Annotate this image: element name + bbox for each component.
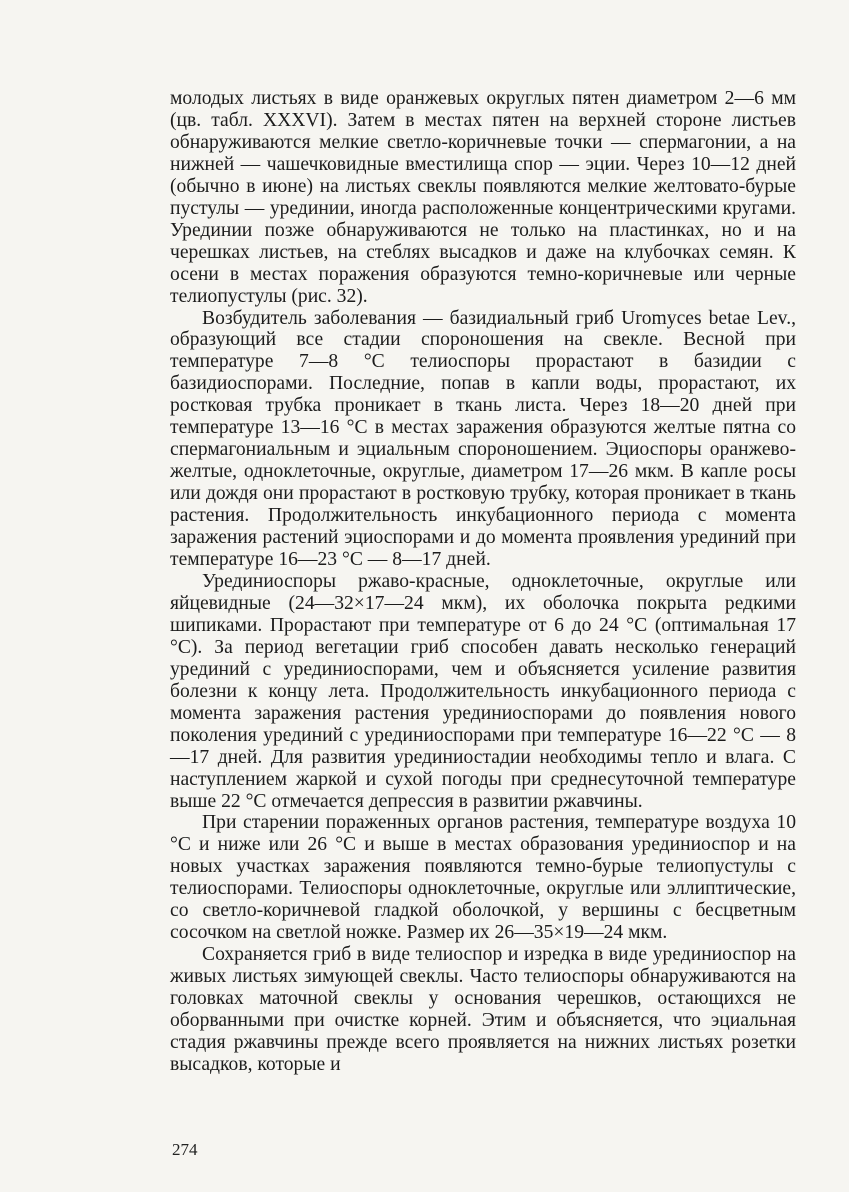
paragraph-pathogen: Возбудитель заболевания — базидиальный гриб Uromyces betae Lev., образующий все стадии спороношения на свекле. Весной при температуре 7—8 °С телиоспоры прорастают в базидии с базидиоспорами. Последние, попав в капли воды, прорастают, их ростковая трубка проникает в ткань листа. Через 18—20 дней при температуре 13—16 °С в местах заражения образуются желтые пятна со спермагониальным и эциальным спороношением. Эциоспоры оранжево-желтые, одноклеточные, округлые, диаметром 17—26 мкм. В капле росы или дождя они прорастают в ростковую трубку, которая проникает в ткань растения. Продолжительность инкубационного периода с момента заражения растений эциоспорами и до момента проявления урединий при температуре 16—23 °С — 8—17 дней. — [170, 307, 796, 571]
paragraph-urediniospores: Урединиоспоры ржаво-красные, одноклеточные, округлые или яйцевидные (24—32×17—24 мкм), их оболочка покрыта редкими шипиками. Прорастают при температуре от 6 до 24 °С (оптимальная 17 °С). За период вегетации гриб способен давать несколько генераций урединий с урединиоспорами, чем и объясняется усиление развития болезни к концу лета. Продолжительность инкубационного периода с момента заражения растения урединиоспорами до появления нового поколения урединий с урединиоспорами при температуре 16—22 °С — 8—17 дней. Для развития урединиостадии необходимы тепло и влага. С наступлением жаркой и сухой погоды при среднесуточной температуре выше 22 °С отмечается депрессия в развитии ржавчины. — [170, 570, 796, 812]
paragraph-overwintering: Сохраняется гриб в виде телиоспор и изредка в виде урединиоспор на живых листьях зимующей свеклы. Часто телиоспоры обнаруживаются на головках маточной свеклы у основания черешков, остающихся не оборванными при очистке корней. Этим и объясняется, что эциальная стадия ржавчины прежде всего проявляется на нижних листьях розетки высадков, которые и — [170, 944, 796, 1075]
paragraph-teliospores: При старении пораженных органов растения, температуре воздуха 10 °С и ниже или 26 °С и выше в местах образования урединиоспор и на новых участках заражения появляются темно-бурые телиопустулы с телиоспорами. Телиоспоры одноклеточные, округлые или эллиптические, со светло-коричневой гладкой оболочкой, у вершины с бесцветным сосочком на светлой ножке. Размер их 26—35×19—24 мкм. — [170, 812, 796, 944]
page-number: 274 — [172, 1140, 198, 1159]
body-text — [170, 88, 796, 1076]
paragraph-continued: молодых листьях в виде оранжевых округлых пятен диаметром 2—6 мм (цв. табл. XXXVI). Затем в местах пятен на верхней стороне листьев обнаруживаются мелкие светло-коричневые точки — спермагонии, а на нижней — чашечковидные вместилища спор — эции. Через 10—12 дней (обычно в июне) на листьях свеклы появляются мелкие желтовато-бурые пустулы — урединии, иногда расположенные концентрическими кругами. Урединии позже обнаруживаются не только на пластинках, но и на черешках листьев, на стеблях высадков и даже на клубочках семян. К осени в местах поражения образуются темно-коричневые или черные телиопустулы (рис. 32). — [170, 88, 796, 307]
